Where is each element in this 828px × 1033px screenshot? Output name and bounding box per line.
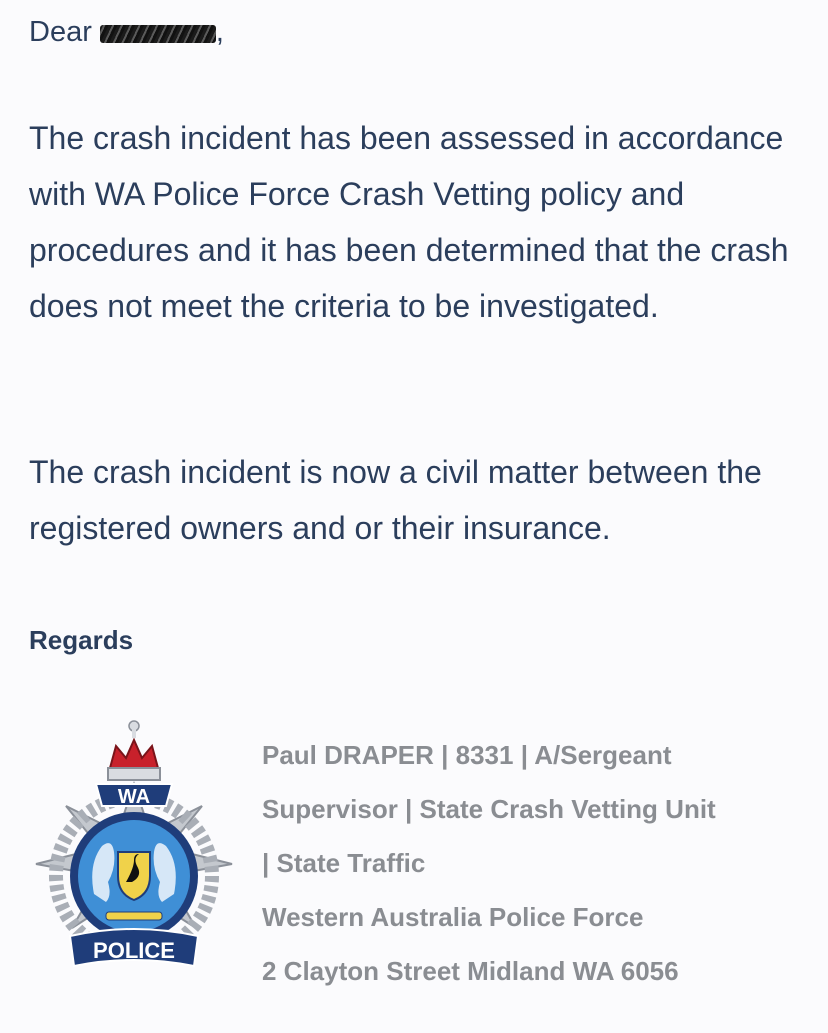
signature-address-line: 2 Clayton Street Midland WA 6056 xyxy=(262,956,679,986)
signature-role-line: Supervisor | State Crash Vetting Unit xyxy=(262,794,716,824)
salutation-greeting: Dear xyxy=(29,16,92,48)
badge-police-label: POLICE xyxy=(93,938,175,963)
wa-police-badge-logo xyxy=(26,714,242,982)
badge-wa-label: WA xyxy=(117,786,151,808)
body-paragraph-assessment: The crash incident has been assessed in accordance with WA Police Force Crash Vetting policy and procedures and it has been determined that the crash does not meet the criteria to be investigated. xyxy=(29,120,789,324)
redacted-name xyxy=(100,25,216,43)
signature-division-line: | State Traffic xyxy=(262,848,426,878)
signature-block xyxy=(262,728,822,998)
signature-name-line: Paul DRAPER | 8331 | A/Sergeant xyxy=(262,740,672,770)
salutation-comma: , xyxy=(215,16,224,48)
closing-regards: Regards xyxy=(29,625,134,655)
body-paragraph-civil-matter: The crash incident is now a civil matter between the registered owners and or their insurance. xyxy=(29,454,762,546)
signature-organisation-line: Western Australia Police Force xyxy=(262,902,644,932)
salutation xyxy=(29,12,224,52)
